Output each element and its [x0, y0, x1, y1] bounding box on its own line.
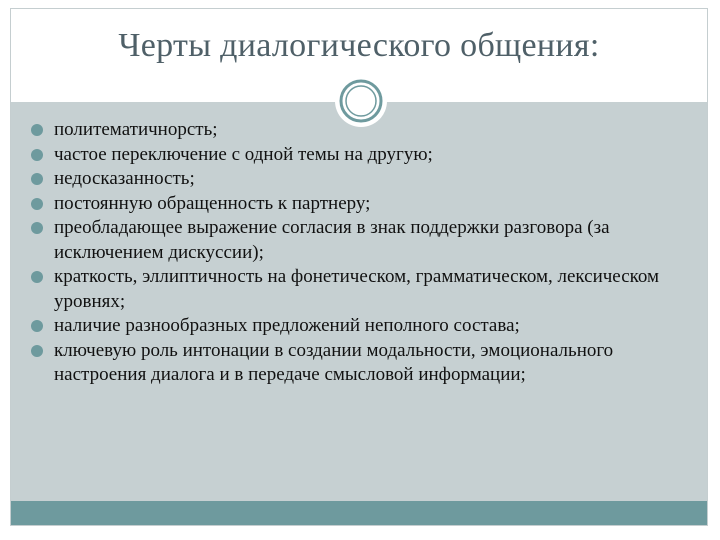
bullet-item: [30, 118, 690, 143]
bullet-text: краткость, эллиптичность на фонетическом, грамматическом, лексическом уровнях;: [54, 266, 660, 312]
bullet-list: [30, 118, 690, 388]
bullet-dot: [31, 345, 43, 357]
bullet-dot: [31, 271, 43, 283]
bullet-text: политематичнорсть;: [54, 119, 218, 140]
bullet-dot: [31, 173, 43, 185]
footer-bar: [11, 501, 707, 525]
bullet-dot: [31, 222, 43, 234]
bullet-dot: [31, 320, 43, 332]
bullet-item: [30, 143, 690, 168]
bullet-item: [30, 314, 690, 339]
bullet-text: ключевую роль интонации в создании модальности, эмоционального настроения диалога и в передаче смысловой информации;: [54, 339, 614, 385]
bullet-item: [30, 192, 690, 217]
bullet-item: [30, 216, 690, 265]
bullet-text: наличие разнообразных предложений неполного состава;: [54, 315, 520, 336]
bullet-item: [30, 339, 690, 388]
bullet-item: [30, 265, 690, 314]
bullet-text: постоянную обращенность к партнеру;: [54, 192, 371, 214]
bullet-item: [30, 167, 690, 192]
bullet-dot: [31, 124, 43, 136]
bullet-dot: [31, 198, 43, 210]
bullet-text: частое переключение с одной темы на другую;: [54, 143, 433, 165]
slide-title: Черты диалогического общения:: [118, 27, 600, 64]
bullet-text: преобладающее выражение согласия в знак поддержки разговора (за исключением дискуссии);: [54, 217, 610, 263]
bullet-dot: [31, 149, 43, 161]
bullet-text: недосказанность;: [54, 168, 195, 189]
